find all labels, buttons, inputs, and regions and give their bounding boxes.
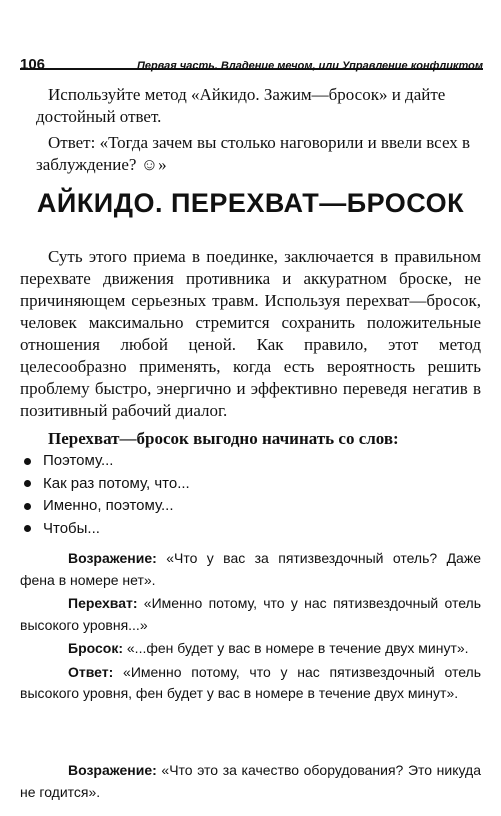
dialog-role: Возражение: xyxy=(68,762,157,778)
dialog-example-1 xyxy=(20,548,481,705)
dialog-example-2 xyxy=(20,760,481,803)
dialog-line xyxy=(20,548,481,591)
list-item xyxy=(24,473,190,496)
dialog-role: Бросок: xyxy=(68,640,123,656)
section-body xyxy=(20,246,481,422)
list-item xyxy=(24,518,190,541)
list-item-text: Чтобы... xyxy=(43,519,100,537)
bullet-icon xyxy=(24,480,31,487)
dialog-text: «Именно потому, что у нас пятизвездочный отель высокого уровня...» xyxy=(20,595,481,633)
section-paragraph: Суть этого приема в поединке, заключается в правильном перехвате движения противника и аккуратном броске, не причиняющем серьезных травм. Используя перехват—бросок, человек максимально стремится сохранить положительные отношения любой ценой. Как правило, этот метод целесообразно применять, когда есть вероятность решить проблему быстро, энергично и эффективно переведя негатив в позитивный рабочий диалог. xyxy=(20,247,481,420)
bullet-icon xyxy=(24,503,31,510)
dialog-line xyxy=(20,662,481,705)
dialog-text: «Что у вас за пятизвездочный отель? Даже фена в номере нет». xyxy=(20,550,481,588)
phrase-list xyxy=(24,450,190,540)
dialog-line xyxy=(20,638,481,660)
bullet-icon xyxy=(24,525,31,532)
list-item xyxy=(24,450,190,473)
dialog-text: «Именно потому, что у нас пятизвездочный отель высокого уровня, фен будет у вас в номере в течение двух минут». xyxy=(20,663,481,701)
section-title: АЙКИДО. ПЕРЕХВАТ—БРОСОК xyxy=(36,188,465,218)
intro-answer: Ответ: «Тогда зачем вы столько наговорили и ввели всех в заблуждение? ☺» xyxy=(36,133,471,174)
dialog-role: Возражение: xyxy=(68,550,157,566)
list-item-text: Поэтому... xyxy=(43,452,114,469)
dialog-role: Ответ: xyxy=(68,663,114,680)
dialog-text: «Что это за качество оборудования? Это никуда не годится». xyxy=(20,762,481,800)
page-header xyxy=(20,38,483,73)
dialog-text: «...фен будет у вас в номере в течение двух минут». xyxy=(123,640,469,656)
page-number: 106 xyxy=(20,56,46,73)
dialog-line xyxy=(20,593,481,636)
list-item-text: Как раз потому, что... xyxy=(43,474,190,492)
intro-block xyxy=(36,84,481,176)
running-title: Первая часть. Владение мечом, или Управление конфликтом xyxy=(136,60,483,72)
list-item xyxy=(24,495,190,518)
dialog-role: Перехват: xyxy=(68,595,138,611)
dialog-line xyxy=(20,760,481,803)
bullet-lead: Перехват—бросок выгодно начинать со слов: xyxy=(48,429,399,448)
bullet-icon xyxy=(24,458,31,465)
intro-task: Используйте метод «Айкидо. Зажим—бросок» и дайте достойный ответ. xyxy=(36,85,446,126)
list-item-text: Именно, поэтому... xyxy=(43,497,174,514)
